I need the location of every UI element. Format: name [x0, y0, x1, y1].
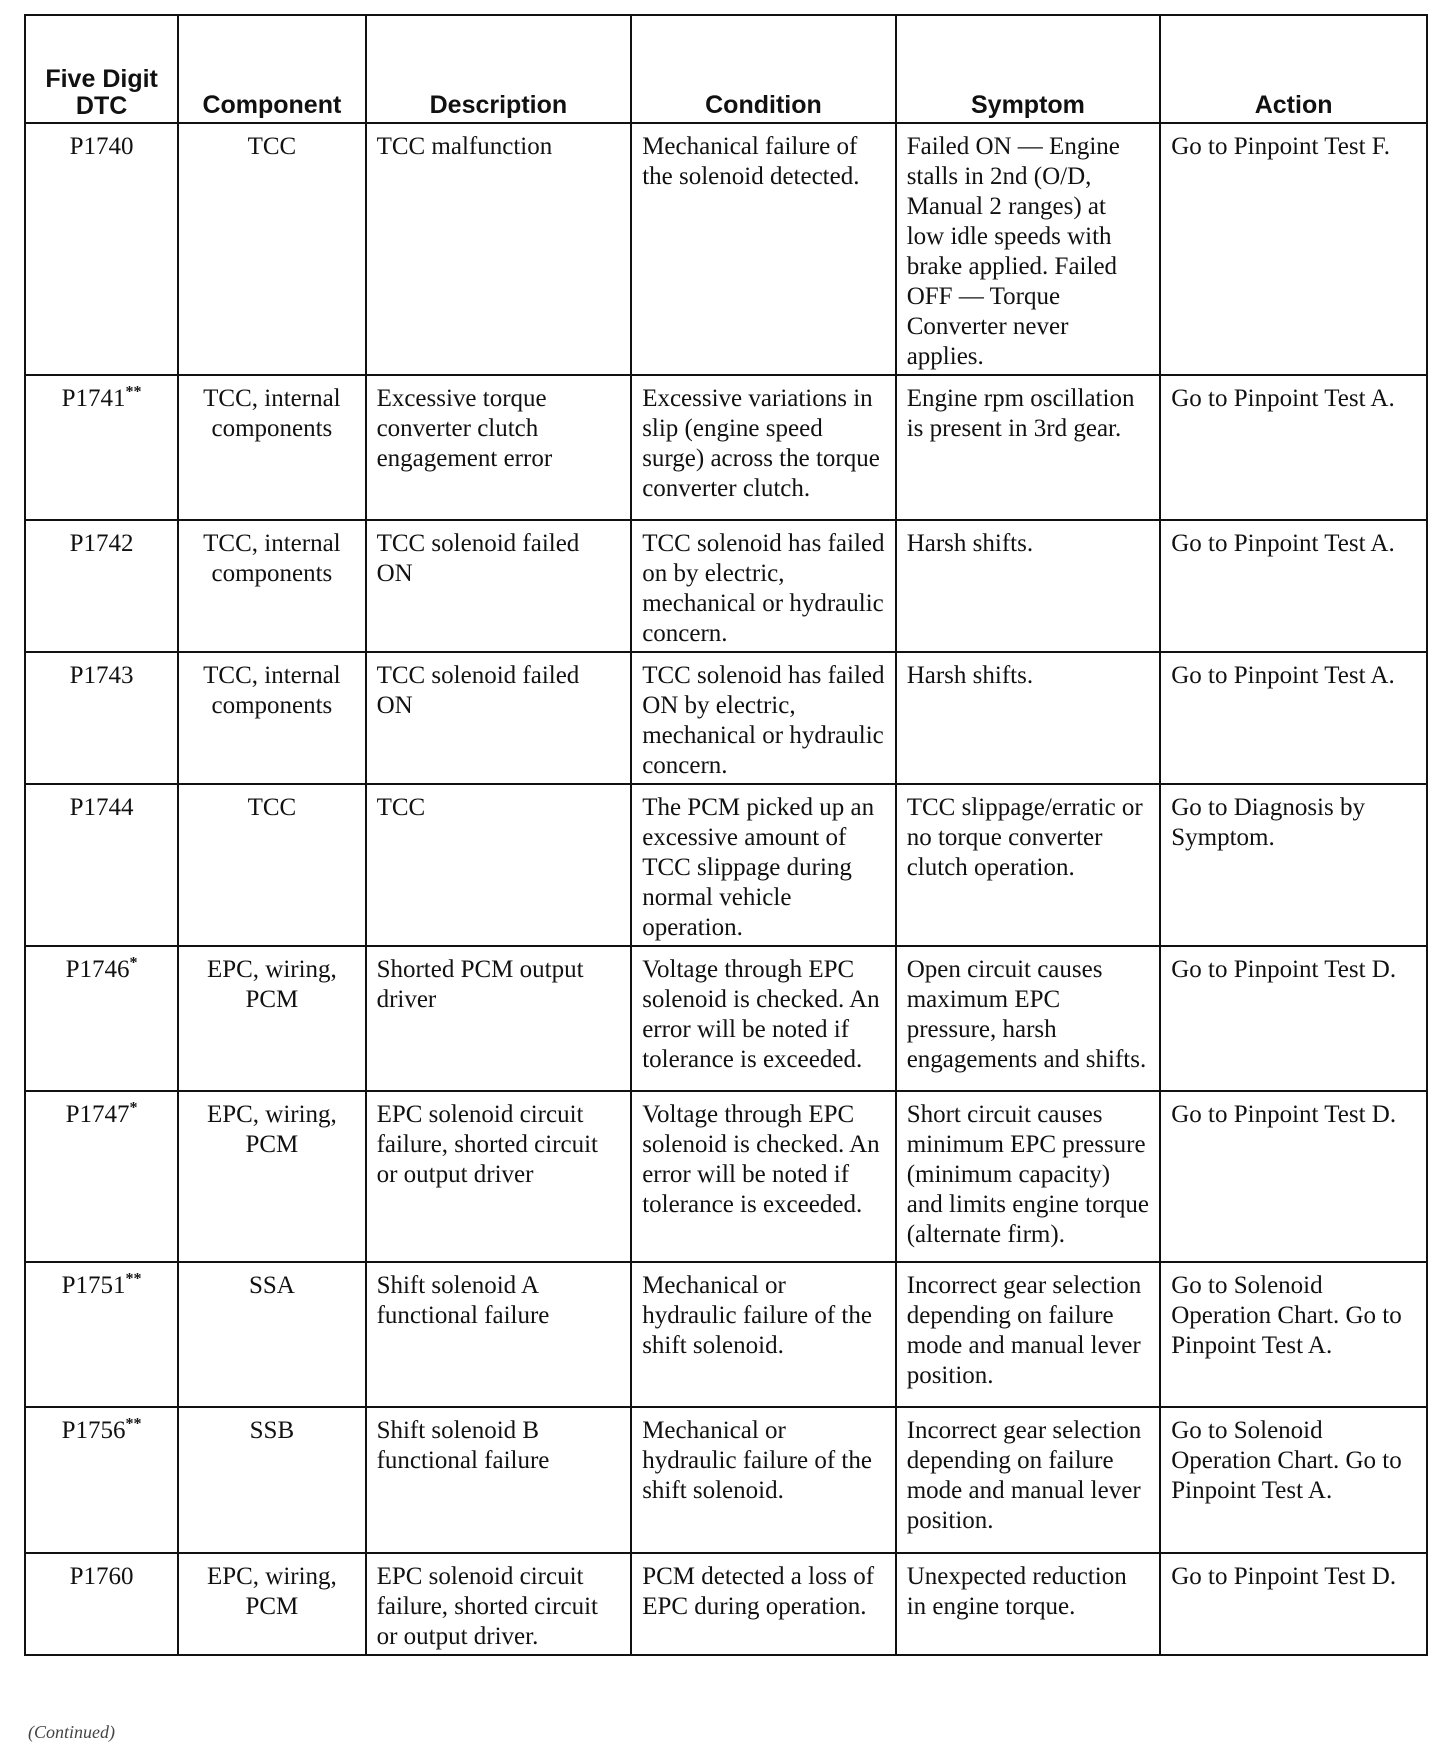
description-text: EPC solenoid circuit failure, shorted circuit or output driver — [376, 1101, 598, 1188]
dtc-code-cell — [25, 520, 178, 652]
table-row — [25, 1091, 1427, 1262]
condition-cell — [631, 123, 896, 375]
description-text: TCC solenoid failed ON — [376, 530, 580, 587]
dtc-footnote-mark: * — [129, 1099, 138, 1117]
description-text: EPC solenoid circuit failure, shorted circuit or output driver. — [376, 1563, 598, 1650]
component-text: TCC, internal components — [203, 530, 341, 587]
action-text: Go to Pinpoint Test F. — [1171, 133, 1390, 160]
condition-text: Mechanical or hydraulic failure of the shift solenoid. — [642, 1417, 872, 1504]
component-cell — [178, 784, 365, 946]
component-cell — [178, 946, 365, 1091]
condition-cell — [631, 1407, 896, 1553]
description-text: Shorted PCM output driver — [376, 956, 584, 1013]
component-cell — [178, 1553, 365, 1655]
description-text: Excessive torque converter clutch engagement error — [376, 385, 553, 472]
description-text: TCC — [376, 794, 426, 821]
description-text: Shift solenoid A functional failure — [376, 1272, 550, 1329]
header-condition: Condition — [631, 15, 896, 123]
description-cell — [366, 1091, 632, 1262]
component-cell — [178, 375, 365, 520]
dtc-code-text: P1742 — [69, 530, 134, 557]
action-text: Go to Pinpoint Test A. — [1171, 385, 1395, 412]
symptom-text: Incorrect gear selection depending on failure mode and manual lever position. — [906, 1417, 1142, 1534]
dtc-code-cell — [25, 1553, 178, 1655]
condition-cell — [631, 784, 896, 946]
component-text: TCC, internal components — [203, 385, 341, 442]
dtc-footnote-mark: ** — [125, 1270, 142, 1288]
component-text: TCC, internal components — [203, 662, 341, 719]
symptom-text: Incorrect gear selection depending on failure mode and manual lever position. — [906, 1272, 1142, 1389]
symptom-text: Unexpected reduction in engine torque. — [906, 1563, 1127, 1620]
table-row — [25, 1262, 1427, 1407]
dtc-code-cell — [25, 1091, 178, 1262]
dtc-code-text: P1746 — [65, 956, 130, 983]
table-body — [25, 123, 1427, 1655]
header-five-digit-dtc: Five Digit DTC — [25, 15, 178, 123]
condition-cell — [631, 946, 896, 1091]
action-cell — [1160, 1407, 1427, 1553]
symptom-cell — [896, 652, 1161, 784]
header-component: Component — [178, 15, 365, 123]
description-cell — [366, 1553, 632, 1655]
component-cell — [178, 1091, 365, 1262]
description-text: TCC solenoid failed ON — [376, 662, 580, 719]
dtc-table — [24, 14, 1428, 1656]
action-text: Go to Pinpoint Test D. — [1171, 1563, 1397, 1590]
action-text: Go to Pinpoint Test A. — [1171, 662, 1395, 689]
dtc-code-cell — [25, 946, 178, 1091]
action-text: Go to Pinpoint Test D. — [1171, 956, 1397, 983]
dtc-code-text: P1740 — [69, 133, 134, 160]
dtc-code-cell — [25, 652, 178, 784]
description-cell — [366, 520, 632, 652]
symptom-text: Failed ON — Engine stalls in 2nd (O/D, Manual 2 ranges) at low idle speeds with brake applied. Failed OFF — Torque Converter never applies. — [906, 133, 1120, 370]
action-text: Go to Pinpoint Test A. — [1171, 530, 1395, 557]
table-row — [25, 123, 1427, 375]
action-cell — [1160, 520, 1427, 652]
symptom-cell — [896, 1553, 1161, 1655]
condition-text: PCM detected a loss of EPC during operation. — [642, 1563, 875, 1620]
continued-note: (Continued) — [28, 1722, 115, 1742]
symptom-cell — [896, 1262, 1161, 1407]
condition-cell — [631, 520, 896, 652]
dtc-code-text: P1743 — [69, 662, 134, 689]
symptom-cell — [896, 1091, 1161, 1262]
condition-cell — [631, 1262, 896, 1407]
condition-text: The PCM picked up an excessive amount of TCC slippage during normal vehicle operation. — [642, 794, 875, 941]
component-cell — [178, 652, 365, 784]
dtc-code-text: P1744 — [69, 794, 134, 821]
symptom-cell — [896, 946, 1161, 1091]
table-row — [25, 652, 1427, 784]
action-cell — [1160, 946, 1427, 1091]
condition-text: Voltage through EPC solenoid is checked. An error will be noted if tolerance is exceeded. — [642, 1101, 880, 1218]
condition-text: Voltage through EPC solenoid is checked. An error will be noted if tolerance is exceeded. — [642, 956, 880, 1073]
description-cell — [366, 375, 632, 520]
table-row — [25, 520, 1427, 652]
description-cell — [366, 123, 632, 375]
component-cell — [178, 520, 365, 652]
dtc-code-text: P1751 — [61, 1272, 126, 1299]
action-cell — [1160, 1262, 1427, 1407]
component-cell — [178, 1407, 365, 1553]
header-description: Description — [366, 15, 632, 123]
action-text: Go to Diagnosis by Symptom. — [1171, 794, 1365, 851]
table-row — [25, 946, 1427, 1091]
symptom-cell — [896, 123, 1161, 375]
header-action: Action — [1160, 15, 1427, 123]
symptom-text: Short circuit causes minimum EPC pressure (minimum capacity) and limits engine torque (alternate firm). — [906, 1101, 1150, 1248]
symptom-text: Harsh shifts. — [906, 662, 1034, 689]
dtc-code-cell — [25, 1262, 178, 1407]
dtc-code-text: P1747 — [65, 1101, 130, 1128]
action-cell — [1160, 652, 1427, 784]
dtc-code-text: P1756 — [61, 1417, 126, 1444]
component-text: EPC, wiring, PCM — [206, 956, 337, 1013]
dtc-code-cell — [25, 1407, 178, 1553]
header-symptom: Symptom — [896, 15, 1161, 123]
action-text: Go to Solenoid Operation Chart. Go to Pinpoint Test A. — [1171, 1417, 1402, 1504]
symptom-text: TCC slippage/erratic or no torque converter clutch operation. — [906, 794, 1143, 881]
symptom-text: Harsh shifts. — [906, 530, 1034, 557]
condition-text: Mechanical failure of the solenoid detected. — [642, 133, 860, 190]
description-cell — [366, 946, 632, 1091]
symptom-text: Open circuit causes maximum EPC pressure, harsh engagements and shifts. — [906, 956, 1147, 1073]
condition-cell — [631, 1553, 896, 1655]
description-cell — [366, 1407, 632, 1553]
action-cell — [1160, 1091, 1427, 1262]
condition-cell — [631, 652, 896, 784]
action-cell — [1160, 784, 1427, 946]
action-cell — [1160, 1553, 1427, 1655]
condition-cell — [631, 1091, 896, 1262]
action-cell — [1160, 123, 1427, 375]
component-text: EPC, wiring, PCM — [206, 1563, 337, 1620]
table-header — [25, 15, 1427, 123]
condition-cell — [631, 375, 896, 520]
table-row — [25, 375, 1427, 520]
action-text: Go to Pinpoint Test D. — [1171, 1101, 1397, 1128]
component-text: EPC, wiring, PCM — [206, 1101, 337, 1158]
description-text: Shift solenoid B functional failure — [376, 1417, 550, 1474]
table-row — [25, 1407, 1427, 1553]
condition-text: TCC solenoid has failed on by electric, mechanical or hydraulic concern. — [642, 530, 885, 647]
dtc-code-cell — [25, 375, 178, 520]
dtc-code-text: P1741 — [61, 385, 126, 412]
component-text: SSB — [249, 1417, 295, 1444]
component-text: TCC — [247, 133, 297, 160]
description-cell — [366, 1262, 632, 1407]
table-row — [25, 1553, 1427, 1655]
component-cell — [178, 1262, 365, 1407]
dtc-footnote-mark: * — [129, 954, 138, 972]
component-cell — [178, 123, 365, 375]
header-row — [25, 15, 1427, 123]
symptom-cell — [896, 375, 1161, 520]
condition-text: Mechanical or hydraulic failure of the shift solenoid. — [642, 1272, 872, 1359]
description-cell — [366, 652, 632, 784]
description-text: TCC malfunction — [376, 133, 553, 160]
action-cell — [1160, 375, 1427, 520]
dtc-footnote-mark: ** — [125, 1415, 142, 1433]
description-cell — [366, 784, 632, 946]
dtc-code-cell — [25, 784, 178, 946]
condition-text: Excessive variations in slip (engine speed surge) across the torque converter clutch. — [642, 385, 880, 502]
dtc-code-text: P1760 — [69, 1563, 134, 1590]
dtc-footnote-mark: ** — [125, 383, 142, 401]
table-row — [25, 784, 1427, 946]
dtc-code-cell — [25, 123, 178, 375]
component-text: TCC — [247, 794, 297, 821]
symptom-text: Engine rpm oscillation is present in 3rd gear. — [906, 385, 1135, 442]
symptom-cell — [896, 1407, 1161, 1553]
condition-text: TCC solenoid has failed ON by electric, mechanical or hydraulic concern. — [642, 662, 885, 779]
symptom-cell — [896, 520, 1161, 652]
component-text: SSA — [248, 1272, 295, 1299]
action-text: Go to Solenoid Operation Chart. Go to Pinpoint Test A. — [1171, 1272, 1402, 1359]
symptom-cell — [896, 784, 1161, 946]
